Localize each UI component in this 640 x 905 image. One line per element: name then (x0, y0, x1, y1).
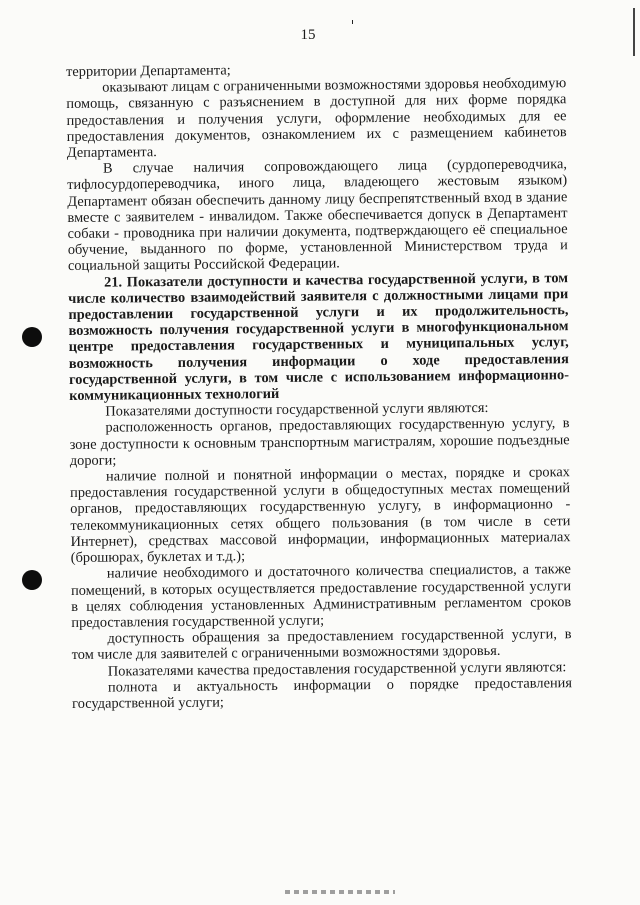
paragraph: расположенность органов, предоставляющих государственную услугу, в зоне доступности к основным транспортным магистралям, хорошие подъездные дороги; (69, 415, 570, 469)
paragraph: наличие полной и понятной информации о местах, порядке и сроках предоставления государственной услуги в общедоступных местах помещений органов, предоставляющих государственную услугу, в информационно - телекоммуникационных сетях общего пользования (в том числе в сети Интернет), средствах массовой информации, информационных материалах (брошюрах, буклетах и т.д.); (70, 464, 571, 567)
scan-mark (352, 20, 353, 24)
section-heading: 21. Показатели доступности и качества государственной услуги, в том числе количество взаимодействий заявителя с должностными лицами при предоставлении государственной услуги и их продолжительность, возможность получения государственной услуги в многофункциональном центре предоставления государственных и муниципальных услуг, возможность получения информации о ходе предоставления государственной услуги, в том числе с использованием информационно-коммуникационных технологий (68, 269, 570, 405)
punch-hole (22, 570, 42, 590)
scan-edge-mark (633, 8, 635, 56)
paragraph: территории Департамента; (66, 62, 231, 80)
paragraph: В случае наличия сопровождающего лица (сурдопереводчика, тифлосурдопереводчика, иного лица, владеющего жестовым языком) Департамент обязан обеспечить данному лицу беспрепятственный вход в здание вместе с заявителем - инвалидом. Также обеспечивается допуск в Департамент собаки - проводника при наличии документа, подтверждающего её специальное обучение, выданного по форме, установленной Министерством труда и социальной защиты Российской Федерации. (67, 156, 568, 275)
paragraph: доступность обращения за предоставлением государственной услуги, в том числе для заявителей с ограниченными возможностями здоровья. (71, 626, 572, 664)
paragraph: Показателями доступности государственной услуги являются: (105, 400, 489, 420)
paragraph: полнота и актуальность информации о порядке предоставления государственной услуги; (72, 674, 573, 712)
page-number: 15 (300, 27, 316, 43)
document-body (66, 59, 572, 712)
footer-scan-artifact (285, 890, 395, 894)
punch-hole (22, 327, 42, 347)
paragraph: Показателями качества предоставления государственной услуги являются: (107, 658, 567, 680)
paragraph: оказывают лицам с ограниченными возможностями здоровья необходимую помощь, связанную с разъяснением в доступной для них форме порядка предоставления и получения услуги, оформление необходимых для ее предоставления документов, ознакомлением их с размещением кабинетов Департамента. (66, 75, 567, 162)
paragraph: наличие необходимого и достаточного количества специалистов, а также помещений, в которых осуществляется предоставление государственной услуги в целях соблюдения установленных Административным регламентом сроков предоставления государственной услуги; (70, 561, 572, 631)
